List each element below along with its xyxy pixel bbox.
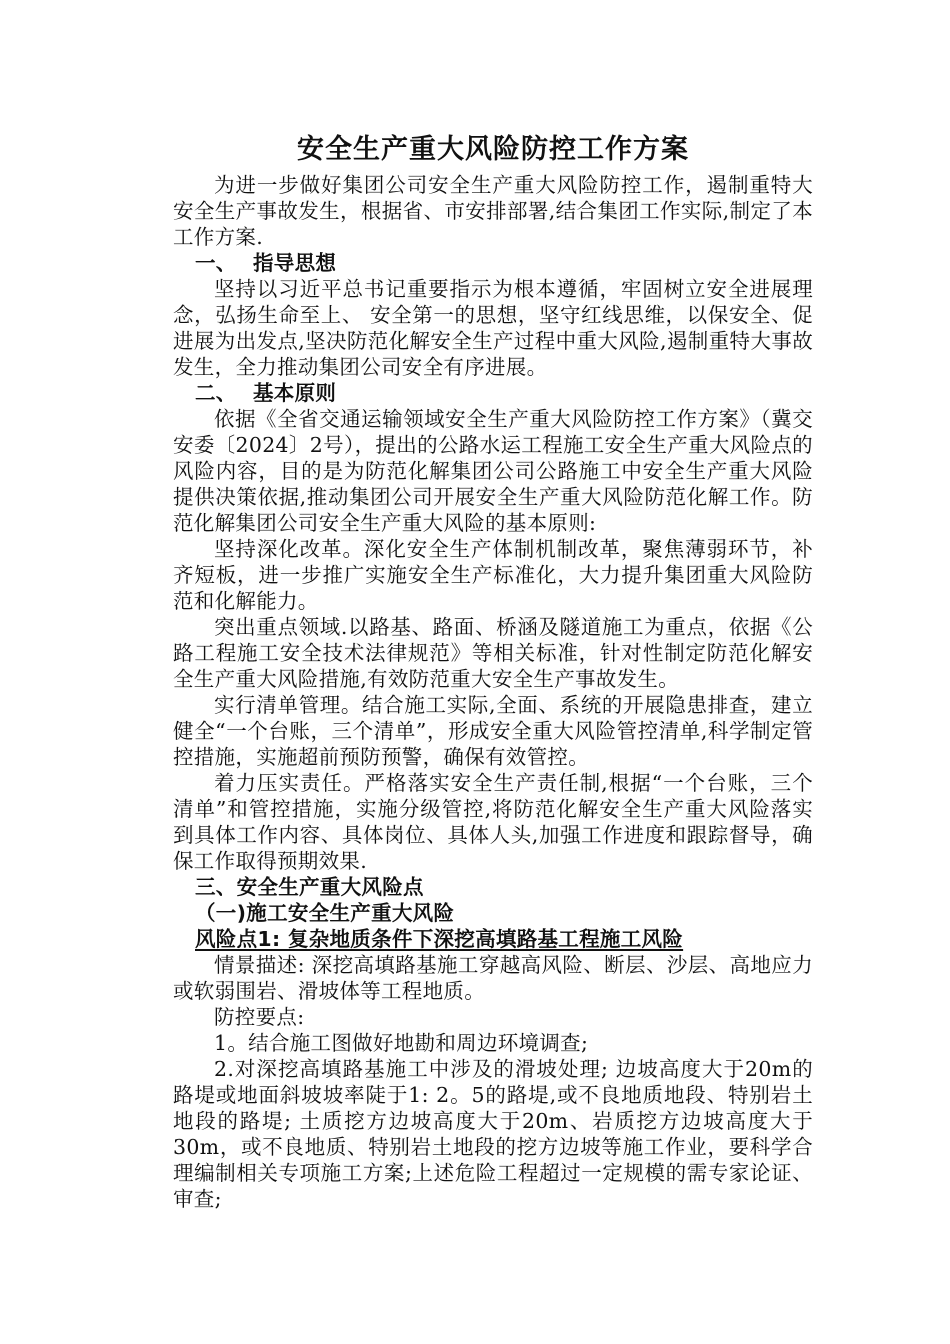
- section-2-paragraph: 依据《全省交通运输领域安全生产重大风险防控工作方案》（冀交安委〔2024〕2号），提出的公路水运工程施工安全生产重大风险点的风险内容，目的是为防范化解集团公司公路施工中安全生产重大风险提供决策依据,推动集团公司开展安全生产重大风险防范化解工作。防范化解集团公司安全生产重大风险的基本原则:: [173, 407, 813, 535]
- section-number: 二、: [195, 381, 237, 405]
- risk-point-title: 风险点1: 复杂地质条件下深挖高填路基工程施工风险: [195, 927, 684, 951]
- section-2-paragraph: 着力压实责任。严格落实安全生产责任制,根据“一个台账，三个清单”和管控措施，实施分级管控,将防范化解安全生产重大风险落实到具体工作内容、具体岗位、具体人头,加强工作进度和跟踪督导，确保工作取得预期效果.: [173, 771, 813, 873]
- key-point-item: 2.对深挖高填路基施工中涉及的滑坡处理; 边坡高度大于20m的路堤或地面斜坡坡率陡于1: 2。5的路堤,或不良地质地段、特别岩土地段的路堤; 土质挖方边坡高度大于20m、岩质挖方边坡高度大于30m，或不良地质、特别岩土地段的挖方边坡等施工作业，要科学合理编制相关专项施工方案;上述危险工程超过一定规模的需专家论证、审查;: [173, 1057, 813, 1211]
- section-2-paragraph: 实行清单管理。结合施工实际,全面、系统的开展隐患排查，建立健全“一个台账，三个清单”，形成安全重大风险管控清单,科学制定管控措施，实施超前预防预警，确保有效管控。: [173, 693, 813, 769]
- section-heading-2: [173, 380, 813, 406]
- section-title: 指导思想: [253, 251, 337, 275]
- section-2-paragraph: 突出重点领域.以路基、路面、桥涵及隧道施工为重点，依据《公路工程施工安全技术法律规范》等相关标准，针对性制定防范化解安全生产重大风险措施,有效防范重大安全生产事故发生。: [173, 615, 813, 691]
- section-title: 基本原则: [253, 381, 337, 405]
- intro-paragraph: 为进一步做好集团公司安全生产重大风险防控工作，遏制重特大安全生产事故发生，根据省、市安排部署,结合集团工作实际,制定了本工作方案.: [173, 173, 813, 249]
- key-points-label: 防控要点:: [214, 1005, 305, 1029]
- subsection-heading: （一)施工安全生产重大风险: [195, 901, 455, 925]
- scenario-description: 情景描述: 深挖高填路基施工穿越高风险、断层、沙层、高地应力或软弱围岩、滑坡体等工程地质。: [173, 953, 813, 1003]
- section-number: 一、: [195, 251, 237, 275]
- key-point-item: 1。结合施工图做好地勘和周边环境调查;: [214, 1031, 589, 1055]
- section-heading-1: [173, 250, 813, 276]
- risk-point-heading: [173, 926, 813, 952]
- document-content: [173, 130, 813, 1212]
- document-title: 安全生产重大风险防控工作方案: [297, 134, 689, 165]
- section-heading-3: 三、安全生产重大风险点: [195, 875, 424, 899]
- section-2-paragraph: 坚持深化改革。深化安全生产体制机制改革，聚焦薄弱环节，补齐短板，进一步推广实施安全生产标准化，大力提升集团重大风险防范和化解能力。: [173, 537, 813, 613]
- section-1-body: 坚持以习近平总书记重要指示为根本遵循，牢固树立安全进展理念，弘扬生命至上、 安全第一的思想，坚守红线思维，以保安全、促进展为出发点,坚决防范化解安全生产过程中重大风险,遏制重特大事故发生，全力推动集团公司安全有序进展。: [173, 277, 813, 379]
